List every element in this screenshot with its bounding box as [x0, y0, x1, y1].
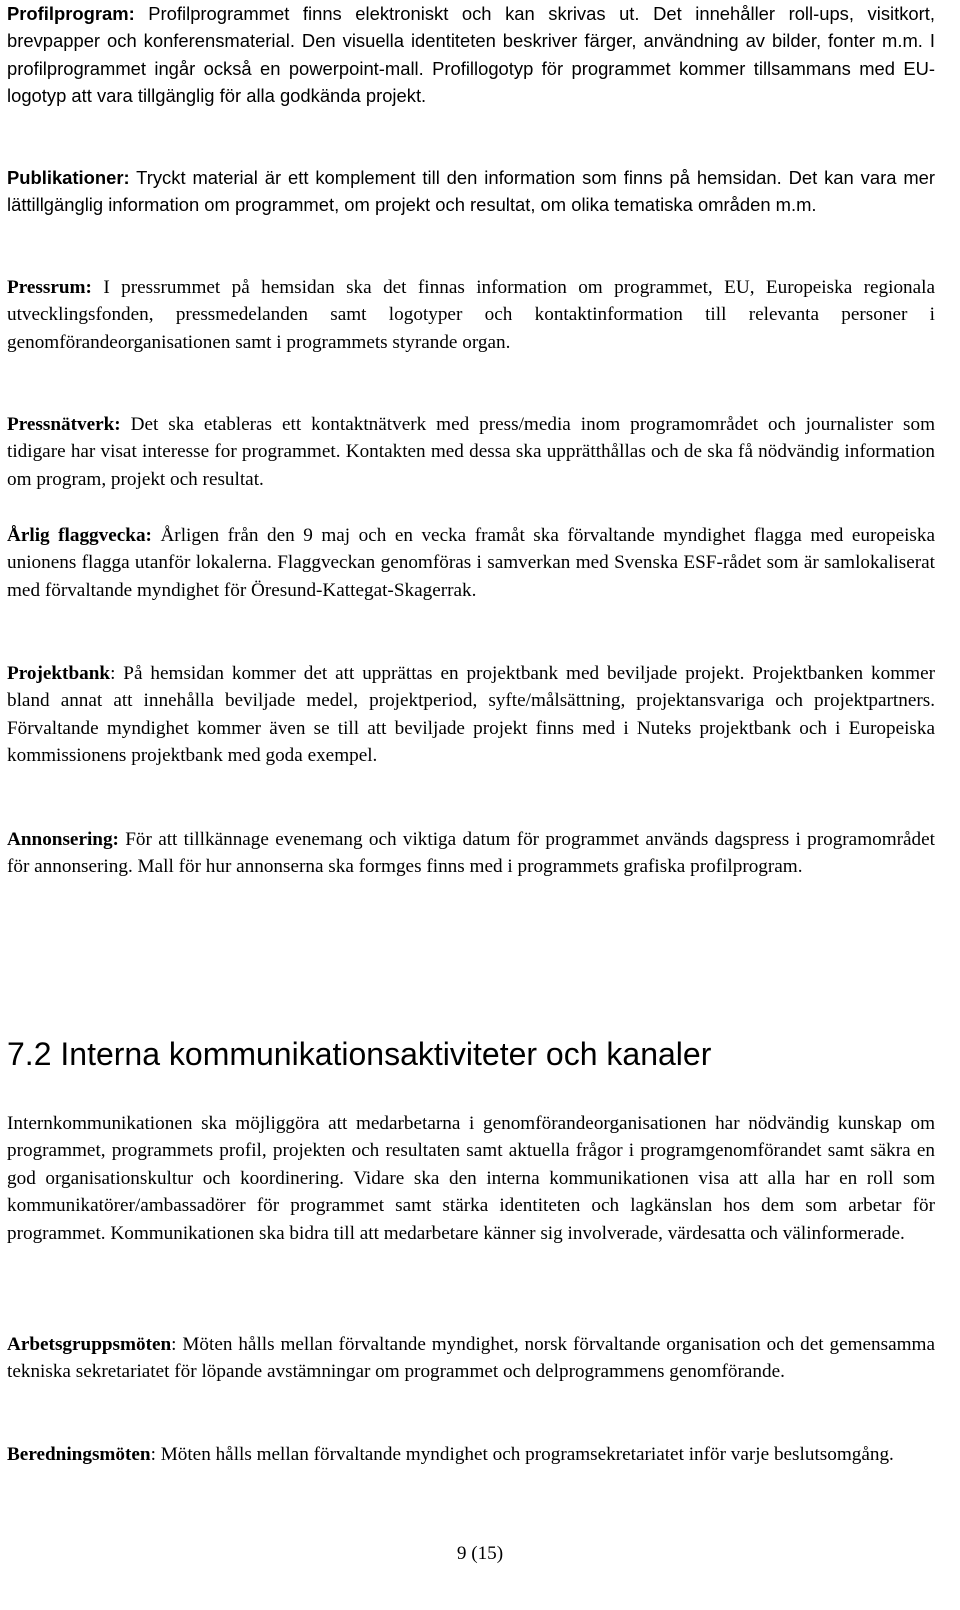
text-annonsering: För att tillkännage evenemang och viktiga datum för programmet används dagspress i programområdet för annonsering. Mall för hur annonserna ska formges finns med i programmets grafiska profilprogram.: [7, 829, 935, 878]
text-profilprogram: Profilprogrammet finns elektroniskt och kan skrivas ut. Det innehåller roll-ups, visitkort, brevpapper och konferensmaterial. Den visuella identiteten beskriver färger, användning av bilder, fonter m.m. I profilprogrammet ingår också en powerpoint-mall. Profillogotyp för programmet kommer tillsammans med EU-logotyp att vara tillgänglig för alla godkända projekt.: [7, 3, 935, 107]
text-publikationer: Tryckt material är ett komplement till den information som finns på hemsidan. Det kan vara mer lättillgänglig information om programmet, om projekt och resultat, om olika tematiska områden m.m.: [7, 167, 935, 216]
text-flaggvecka: Årligen från den 9 maj och en vecka framåt ska förvaltande myndighet flagga med europeiska unionens flagga utanför lokalerna. Flaggveckan genomföras i samverkan med Svenska ESF-rådet som är samlokaliserat med förvaltande myndighet för Öresund-Kattegat-Skagerrak.: [7, 525, 935, 601]
paragraph-projektbank: [7, 660, 935, 770]
heading-pressrum: Pressrum:: [7, 277, 92, 298]
paragraph-pressrum: [7, 274, 935, 356]
text-arbetsgruppsmoten: : Möten hålls mellan förvaltande myndighet, norsk förvaltande organisation och det gemensamma tekniska sekretariatet för löpande avstämningar om programmet och delprogrammens genomförande.: [7, 1334, 935, 1383]
paragraph-flaggvecka: [7, 522, 935, 604]
heading-pressnatverk: Pressnätverk:: [7, 414, 121, 435]
heading-beredningsmoten: Beredningsmöten: [7, 1444, 151, 1465]
page-number: 9 (15): [456, 1543, 504, 1564]
heading-publikationer: Publikationer:: [7, 167, 130, 188]
paragraph-annonsering: [7, 826, 935, 881]
heading-projektbank: Projektbank: [7, 663, 111, 684]
paragraph-arbetsgruppsmoten: [7, 1331, 935, 1386]
text-beredningsmoten: : Möten hålls mellan förvaltande myndighet och programsekretariatet inför varje beslutsomgång.: [150, 1444, 894, 1465]
heading-arbetsgruppsmoten: Arbetsgruppsmöten: [7, 1334, 172, 1355]
heading-profilprogram: Profilprogram:: [7, 3, 135, 24]
paragraph-profilprogram: [7, 0, 935, 110]
paragraph-publikationer: [7, 164, 935, 219]
section-title: 7.2 Interna kommunikationsaktiviteter och kanaler: [7, 1036, 712, 1072]
text-pressnatverk: Det ska etableras ett kontaktnätverk med press/media inom programområdet och journalister som tidigare har visat interesse for programmet. Kontakten med dessa ska upprätthållas och de ska få nödvändig information om program, projekt och resultat.: [7, 414, 935, 490]
paragraph-beredningsmoten: [7, 1441, 935, 1468]
text-pressrum: I pressrummet på hemsidan ska det finnas information om programmet, EU, Europeiska regionala utvecklingsfonden, pressmedelanden samt logotyper och kontaktinformation till relevanta personer i genomförandeorganisationen samt i programmets styrande organ.: [7, 277, 935, 353]
paragraph-pressnatverk: [7, 411, 935, 493]
paragraph-intro: [7, 1110, 935, 1247]
text-projektbank: : På hemsidan kommer det att upprättas en projektbank med beviljade projekt. Projektbanken kommer bland annat att innehålla beviljade medel, projektperiod, syfte/målsättning, projektansvariga och projektpartners. Förvaltande myndighet kommer även se till att beviljade projekt finns med i Nuteks projektbank och i Europeiska kommissionens projektbank med goda exempel.: [7, 663, 935, 767]
heading-flaggvecka: Årlig flaggvecka:: [7, 525, 152, 546]
text-intro: Internkommunikationen ska möjliggöra att medarbetarna i genomförandeorganisationen har nödvändig kunskap om programmet, programmets profil, projekten och resultaten samt aktuella frågor i programgenomförandet samt säkra en god organisationskultur och koordinering. Vidare ska den interna kommunikationen visa att alla har en roll som kommunikatörer/ambassadörer för programmet samt stärka identiteten och lagkänslan hos dem som arbetar för programmet. Kommunikationen ska bidra till att medarbetare känner sig involverade, värdesatta och välinformerade.: [7, 1113, 935, 1244]
heading-annonsering: Annonsering:: [7, 829, 119, 850]
